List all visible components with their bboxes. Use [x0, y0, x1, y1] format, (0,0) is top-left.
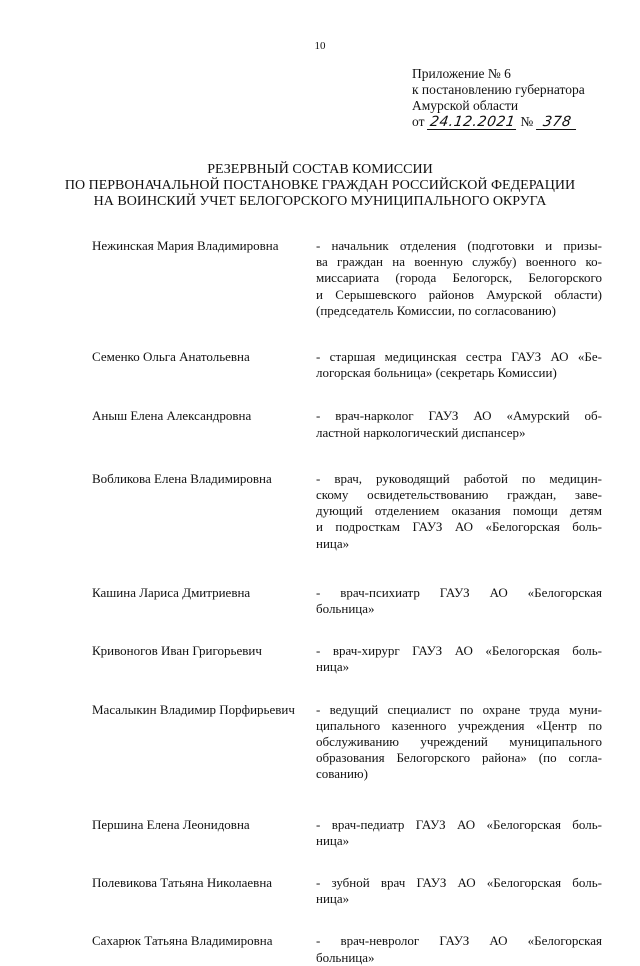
number-label: № [520, 114, 534, 129]
member-name: Аныш Елена Александровна [92, 408, 252, 424]
member-list [92, 238, 612, 966]
member-name: Семенко Ольга Анатольевна [92, 349, 250, 365]
handwritten-number: 378 [536, 115, 578, 130]
member-role [316, 875, 602, 907]
member-role-line: - врач-психиатр ГАУЗ АО «Белогорская [316, 584, 602, 600]
appendix-date-number [412, 114, 585, 130]
member-name: Полевикова Татьяна Николаевна [92, 875, 273, 891]
member-name: Кривоногов Иван Григорьевич [92, 643, 262, 659]
member-role-line: миссариата (города Белогорск, Белогорского [316, 270, 602, 286]
member-role-line: - врач-хирург ГАУЗ АО «Белогорская боль- [316, 643, 602, 659]
member-role-line: сованию) [316, 766, 368, 782]
member-role-line: больница» [316, 601, 375, 617]
member-row [92, 933, 612, 965]
member-role [316, 408, 602, 440]
document-title [0, 162, 640, 210]
member-role-line: - зубной врач ГАУЗ АО «Белогорская боль- [316, 875, 602, 891]
member-role-line: - старшая медицинская сестра ГАУЗ АО «Бе- [316, 349, 602, 365]
member-role-line: ва граждан на военную службу) военного ко- [316, 254, 602, 270]
member-row [92, 471, 612, 552]
member-role-line: дующий отделением оказания помощи детям [316, 503, 602, 519]
member-role-line: (председатель Комиссии, по согласованию) [316, 302, 556, 318]
member-role [316, 817, 602, 849]
handwritten-date: 24.12.2021 [428, 114, 517, 130]
member-row [92, 643, 612, 675]
member-role [316, 643, 602, 675]
member-name: Першина Елена Леонидовна [92, 816, 250, 832]
member-role-line: ница» [316, 832, 350, 848]
member-role-line: ципального казенного учреждения «Центр по [316, 717, 602, 733]
member-name: Вобликова Елена Владимировна [92, 470, 272, 486]
member-name: Сахарюк Татьяна Владимировна [92, 933, 273, 949]
member-name: Масалыкин Владимир Порфирьевич [92, 701, 295, 717]
member-role-line: - начальник отделения (подготовки и призы- [316, 238, 602, 253]
member-role-line: - врач-нарколог ГАУЗ АО «Амурский об- [316, 408, 602, 424]
member-role [316, 349, 602, 381]
member-role [316, 238, 602, 319]
member-role [316, 933, 602, 965]
member-role-line: ластной наркологический диспансер» [316, 424, 526, 440]
appendix-region: Амурской области [412, 98, 519, 113]
member-role-line: - ведущий специалист по охране труда муни- [316, 701, 602, 717]
title-line-2: ПО ПЕРВОНАЧАЛЬНОЙ ПОСТАНОВКЕ ГРАЖДАН РОССИЙСКОЙ ФЕДЕРАЦИИ [64, 178, 576, 193]
member-role [316, 585, 602, 617]
member-row [92, 238, 612, 319]
member-role-line: и подросткам ГАУЗ АО «Белогорская боль- [316, 519, 602, 535]
member-role-line: ница» [316, 891, 350, 907]
member-row [92, 585, 612, 617]
member-role [316, 471, 602, 552]
member-role-line: ница» [316, 659, 350, 675]
member-role-line: - врач-невролог ГАУЗ АО «Белогорская [316, 933, 602, 949]
member-role-line: образования Белогорского района» (по согла- [316, 750, 602, 766]
appendix-header [412, 66, 585, 130]
member-row [92, 408, 612, 440]
member-name: Кашина Лариса Дмитриевна [92, 584, 251, 600]
member-row [92, 875, 612, 907]
title-line-1: РЕЗЕРВНЫЙ СОСТАВ КОМИССИИ [207, 162, 433, 177]
member-row [92, 349, 612, 381]
member-name: Нежинская Мария Владимировна [92, 238, 279, 253]
appendix-title: Приложение № 6 [412, 66, 511, 81]
member-role-line: скому освидетельствованию граждан, заве- [316, 487, 602, 503]
member-role-line: - врач, руководящий работой по медицин- [316, 470, 602, 486]
member-role-line: больница» [316, 949, 375, 965]
member-role [316, 702, 602, 783]
title-line-3: НА ВОИНСКИЙ УЧЕТ БЕЛОГОРСКОГО МУНИЦИПАЛЬНОГО ОКРУГА [93, 194, 547, 209]
member-role-line: и Серышевского районов Амурской области) [316, 286, 602, 302]
member-row [92, 817, 612, 849]
member-role-line: логорская больница» (секретарь Комиссии) [316, 365, 557, 381]
page-number: 10 [314, 40, 326, 52]
from-label: от [412, 114, 425, 129]
member-role-line: обслуживанию учреждений муниципального [316, 734, 602, 750]
member-row [92, 702, 612, 783]
member-role-line: - врач-педиатр ГАУЗ АО «Белогорская боль- [316, 816, 602, 832]
appendix-resolution: к постановлению губернатора [412, 82, 585, 97]
member-role-line: ница» [316, 535, 350, 551]
